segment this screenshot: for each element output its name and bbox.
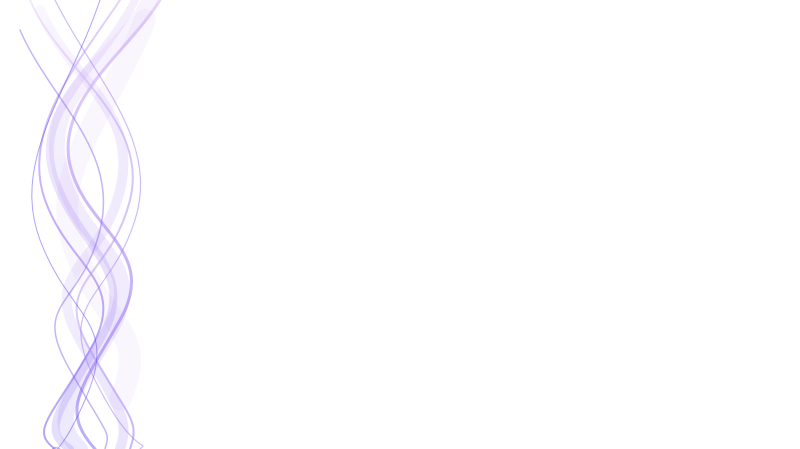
smoke-ribbon-decoration [0, 0, 230, 449]
